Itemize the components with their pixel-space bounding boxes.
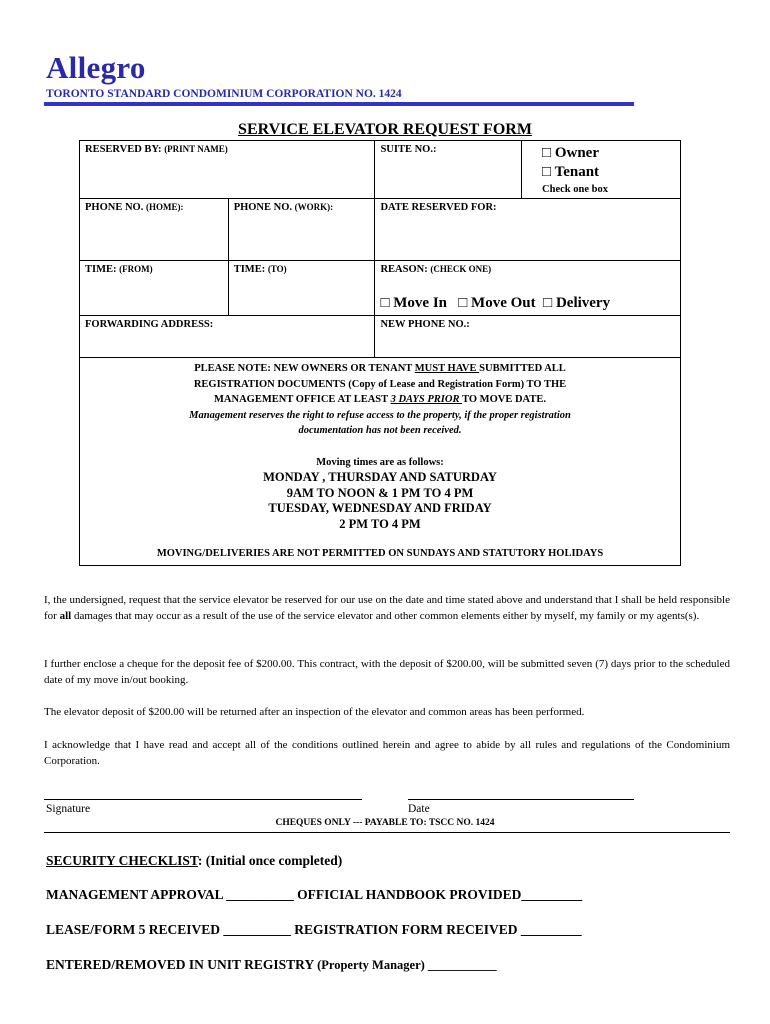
forwarding-address-field[interactable]: FORWARDING ADDRESS: bbox=[80, 316, 375, 358]
phone-home-field[interactable]: PHONE NO. (HOME): bbox=[80, 199, 229, 261]
holiday-notice: MOVING/DELIVERIES ARE NOT PERMITTED ON SUNDAYS AND STATUTORY HOLIDAYS bbox=[156, 548, 604, 559]
new-phone-field[interactable]: NEW PHONE NO.: bbox=[375, 316, 681, 358]
request-form-table bbox=[79, 140, 681, 566]
cheques-payable-note: CHEQUES ONLY --- PAYABLE TO: TSCC NO. 1424 bbox=[275, 818, 495, 828]
moving-times-intro: Moving times are as follows: bbox=[316, 456, 444, 468]
phone-work-field[interactable]: PHONE NO. (WORK): bbox=[228, 199, 375, 261]
allegro-logo: Allegro bbox=[46, 50, 146, 85]
date-line[interactable] bbox=[408, 799, 634, 800]
registration-note: PLEASE NOTE: NEW OWNERS OR TENANT MUST HAVE SUBMITTED ALL REGISTRATION DOCUMENTS (Copy of Lease and Registration Form) TO THE MANAGEMENT OFFICE AT LEAST 3 DAYS PRIOR TO MOVE DATE. Management reserves the right to refuse access to the property, if the proper registration documentation has not been received. Moving times are as follows: MONDAY , THURSDAY AND SATURDAY 9AM TO NOON & 1 PM TO 4 PM TUESDAY, WEDNESDAY AND FRIDAY 2 PM TO 4 PM MOVING/DELIVERIES ARE NOT PERMITTED ON SUNDAYS AND STATUTORY HOLIDAYS bbox=[80, 358, 681, 566]
tenant-checkbox[interactable]: □ Tenant bbox=[542, 164, 600, 180]
owner-checkbox[interactable]: □ Owner bbox=[542, 145, 599, 161]
return-paragraph: The elevator deposit of $200.00 will be returned after an inspection of the elevator and common areas has been performed. bbox=[44, 706, 585, 718]
owner-tenant-field bbox=[522, 141, 681, 199]
suite-no-field[interactable]: SUITE NO.: bbox=[375, 141, 522, 199]
signature-line[interactable] bbox=[44, 799, 362, 800]
checklist-line-3[interactable]: ENTERED/REMOVED IN UNIT REGISTRY (Property Manager) ___________ bbox=[46, 957, 497, 972]
time-from-field[interactable]: TIME: (FROM) bbox=[80, 261, 229, 316]
form-title: SERVICE ELEVATOR REQUEST FORM bbox=[238, 121, 532, 138]
reserved-by-field[interactable]: RESERVED BY: (PRINT NAME) bbox=[80, 141, 375, 199]
move-in-checkbox[interactable]: □ Move In bbox=[380, 295, 447, 311]
date-label: Date bbox=[408, 803, 430, 815]
section-divider bbox=[44, 832, 730, 833]
corporation-name: TORONTO STANDARD CONDOMINIUM CORPORATION NO. 1424 bbox=[46, 88, 402, 100]
security-checklist-title: SECURITY CHECKLIST: (Initial once completed) bbox=[46, 853, 343, 868]
checklist-line-2[interactable]: LEASE/FORM 5 RECEIVED __________ REGISTRATION FORM RECEIVED _________ bbox=[46, 922, 582, 937]
signature-label: Signature bbox=[46, 803, 91, 815]
move-out-checkbox[interactable]: □ Move Out bbox=[458, 295, 536, 311]
deposit-paragraph: I further enclose a cheque for the deposit fee of $200.00. This contract, with the deposit of $200.00, will be submitted seven (7) days prior to the scheduled date of my move in/out booking. bbox=[44, 658, 730, 686]
acknowledge-paragraph: I acknowledge that I have read and accept all of the conditions outlined herein and agree to abide by all rules and regulations of the Condominium Corporation. bbox=[44, 739, 730, 767]
reason-field: REASON: (CHECK ONE) □ Move In □ Move Out □ Delivery bbox=[375, 261, 681, 316]
header-rule bbox=[44, 102, 634, 106]
check-one-label: Check one box bbox=[542, 184, 608, 195]
responsibility-paragraph: I, the undersigned, request that the service elevator be reserved for our use on the date and time stated above and understand that I shall be held responsible for all damages that may occur as a result of the use of the service elevator and other common elements either by myself, my family or my agents(s). bbox=[44, 594, 730, 622]
checklist-line-1[interactable]: MANAGEMENT APPROVAL __________ OFFICIAL HANDBOOK PROVIDED_________ bbox=[46, 887, 583, 902]
time-to-field[interactable]: TIME: (TO) bbox=[228, 261, 375, 316]
delivery-checkbox[interactable]: □ Delivery bbox=[543, 295, 611, 311]
date-reserved-field[interactable]: DATE RESERVED FOR: bbox=[375, 199, 681, 261]
